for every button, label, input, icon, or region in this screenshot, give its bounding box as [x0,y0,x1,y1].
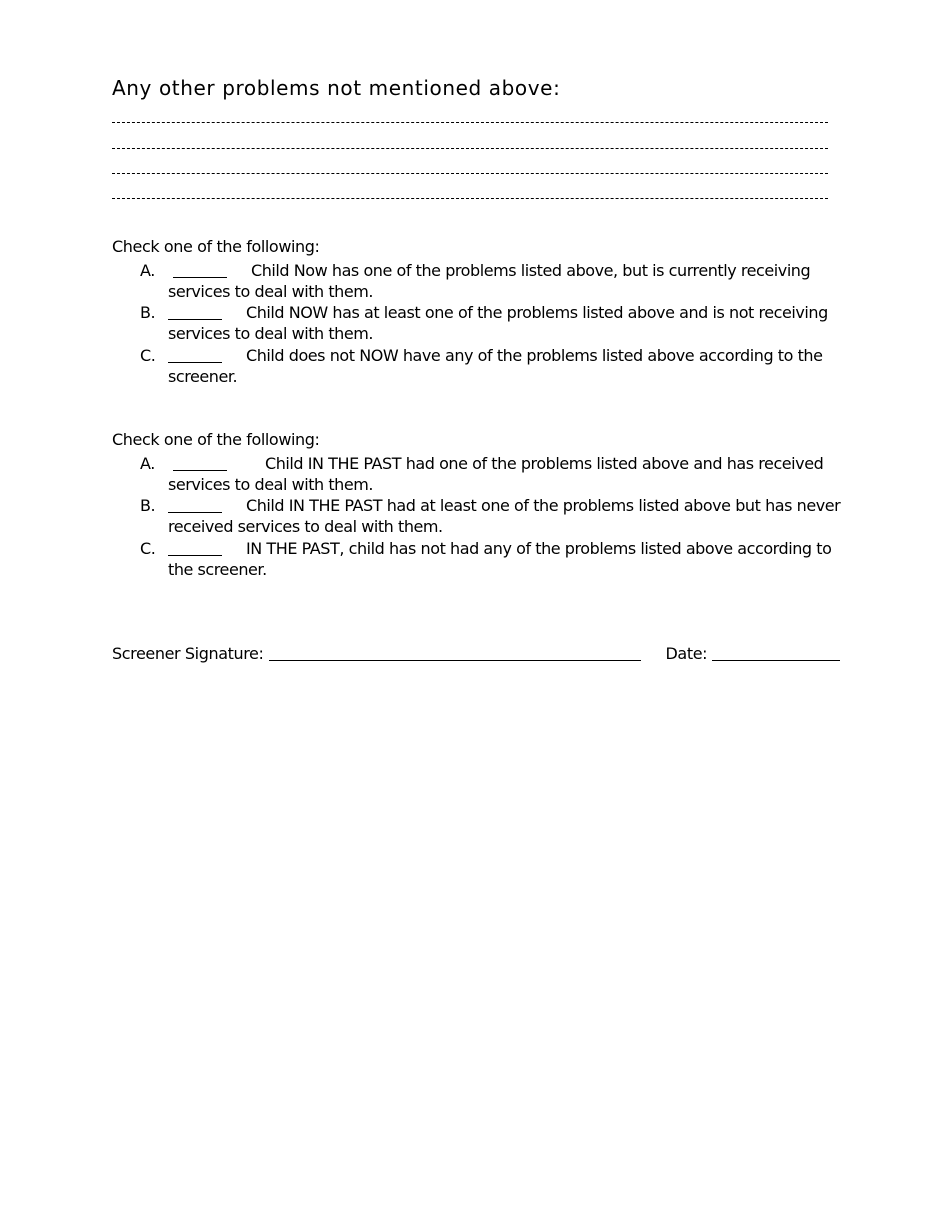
date-label: Date: [665,644,708,663]
answer-line-1[interactable] [112,122,828,123]
option-body [168,260,852,302]
section-now-option-c [140,345,852,387]
option-letter: A. [140,261,155,280]
signature-row [112,644,840,663]
date-field[interactable] [712,660,840,661]
option-text: Child NOW has at least one of the problems listed above and is not receiving services to deal with them. [168,303,828,343]
option-text: Child Now has one of the problems listed above, but is currently receiving services to deal with them. [168,261,811,301]
option-letter: C. [140,346,156,365]
signature-label: Screener Signature: [112,644,264,663]
option-body [168,453,852,495]
check-blank[interactable] [173,277,227,278]
answer-line-4[interactable] [112,198,828,199]
signature-field[interactable] [269,660,641,661]
option-letter: B. [140,496,156,515]
option-body [168,302,852,344]
option-body [168,345,852,387]
check-blank[interactable] [168,512,222,513]
check-blank[interactable] [168,319,222,320]
check-blank[interactable] [168,555,222,556]
option-body [168,538,852,580]
answer-line-3[interactable] [112,173,828,174]
option-body [168,495,852,537]
section-now-option-b [140,302,852,344]
option-text: Child does not NOW have any of the problems listed above according to the screener. [168,346,823,386]
option-text: Child IN THE PAST had one of the problems listed above and has received services to deal with them. [168,454,824,494]
other-problems-heading: Any other problems not mentioned above: [112,76,561,100]
option-letter: B. [140,303,156,322]
section-past-option-a [140,453,852,495]
option-text: IN THE PAST, child has not had any of the problems listed above according to the screener. [168,539,832,579]
section-past-option-b [140,495,852,537]
option-letter: C. [140,539,156,558]
option-letter: A. [140,454,155,473]
section-now-option-a [140,260,852,302]
option-text: Child IN THE PAST had at least one of the problems listed above but has never received services to deal with them. [168,496,841,536]
section-past-option-c [140,538,852,580]
check-blank[interactable] [173,470,227,471]
check-blank[interactable] [168,362,222,363]
section-past-title: Check one of the following: [112,430,320,449]
section-now-title: Check one of the following: [112,237,320,256]
answer-line-2[interactable] [112,148,828,149]
